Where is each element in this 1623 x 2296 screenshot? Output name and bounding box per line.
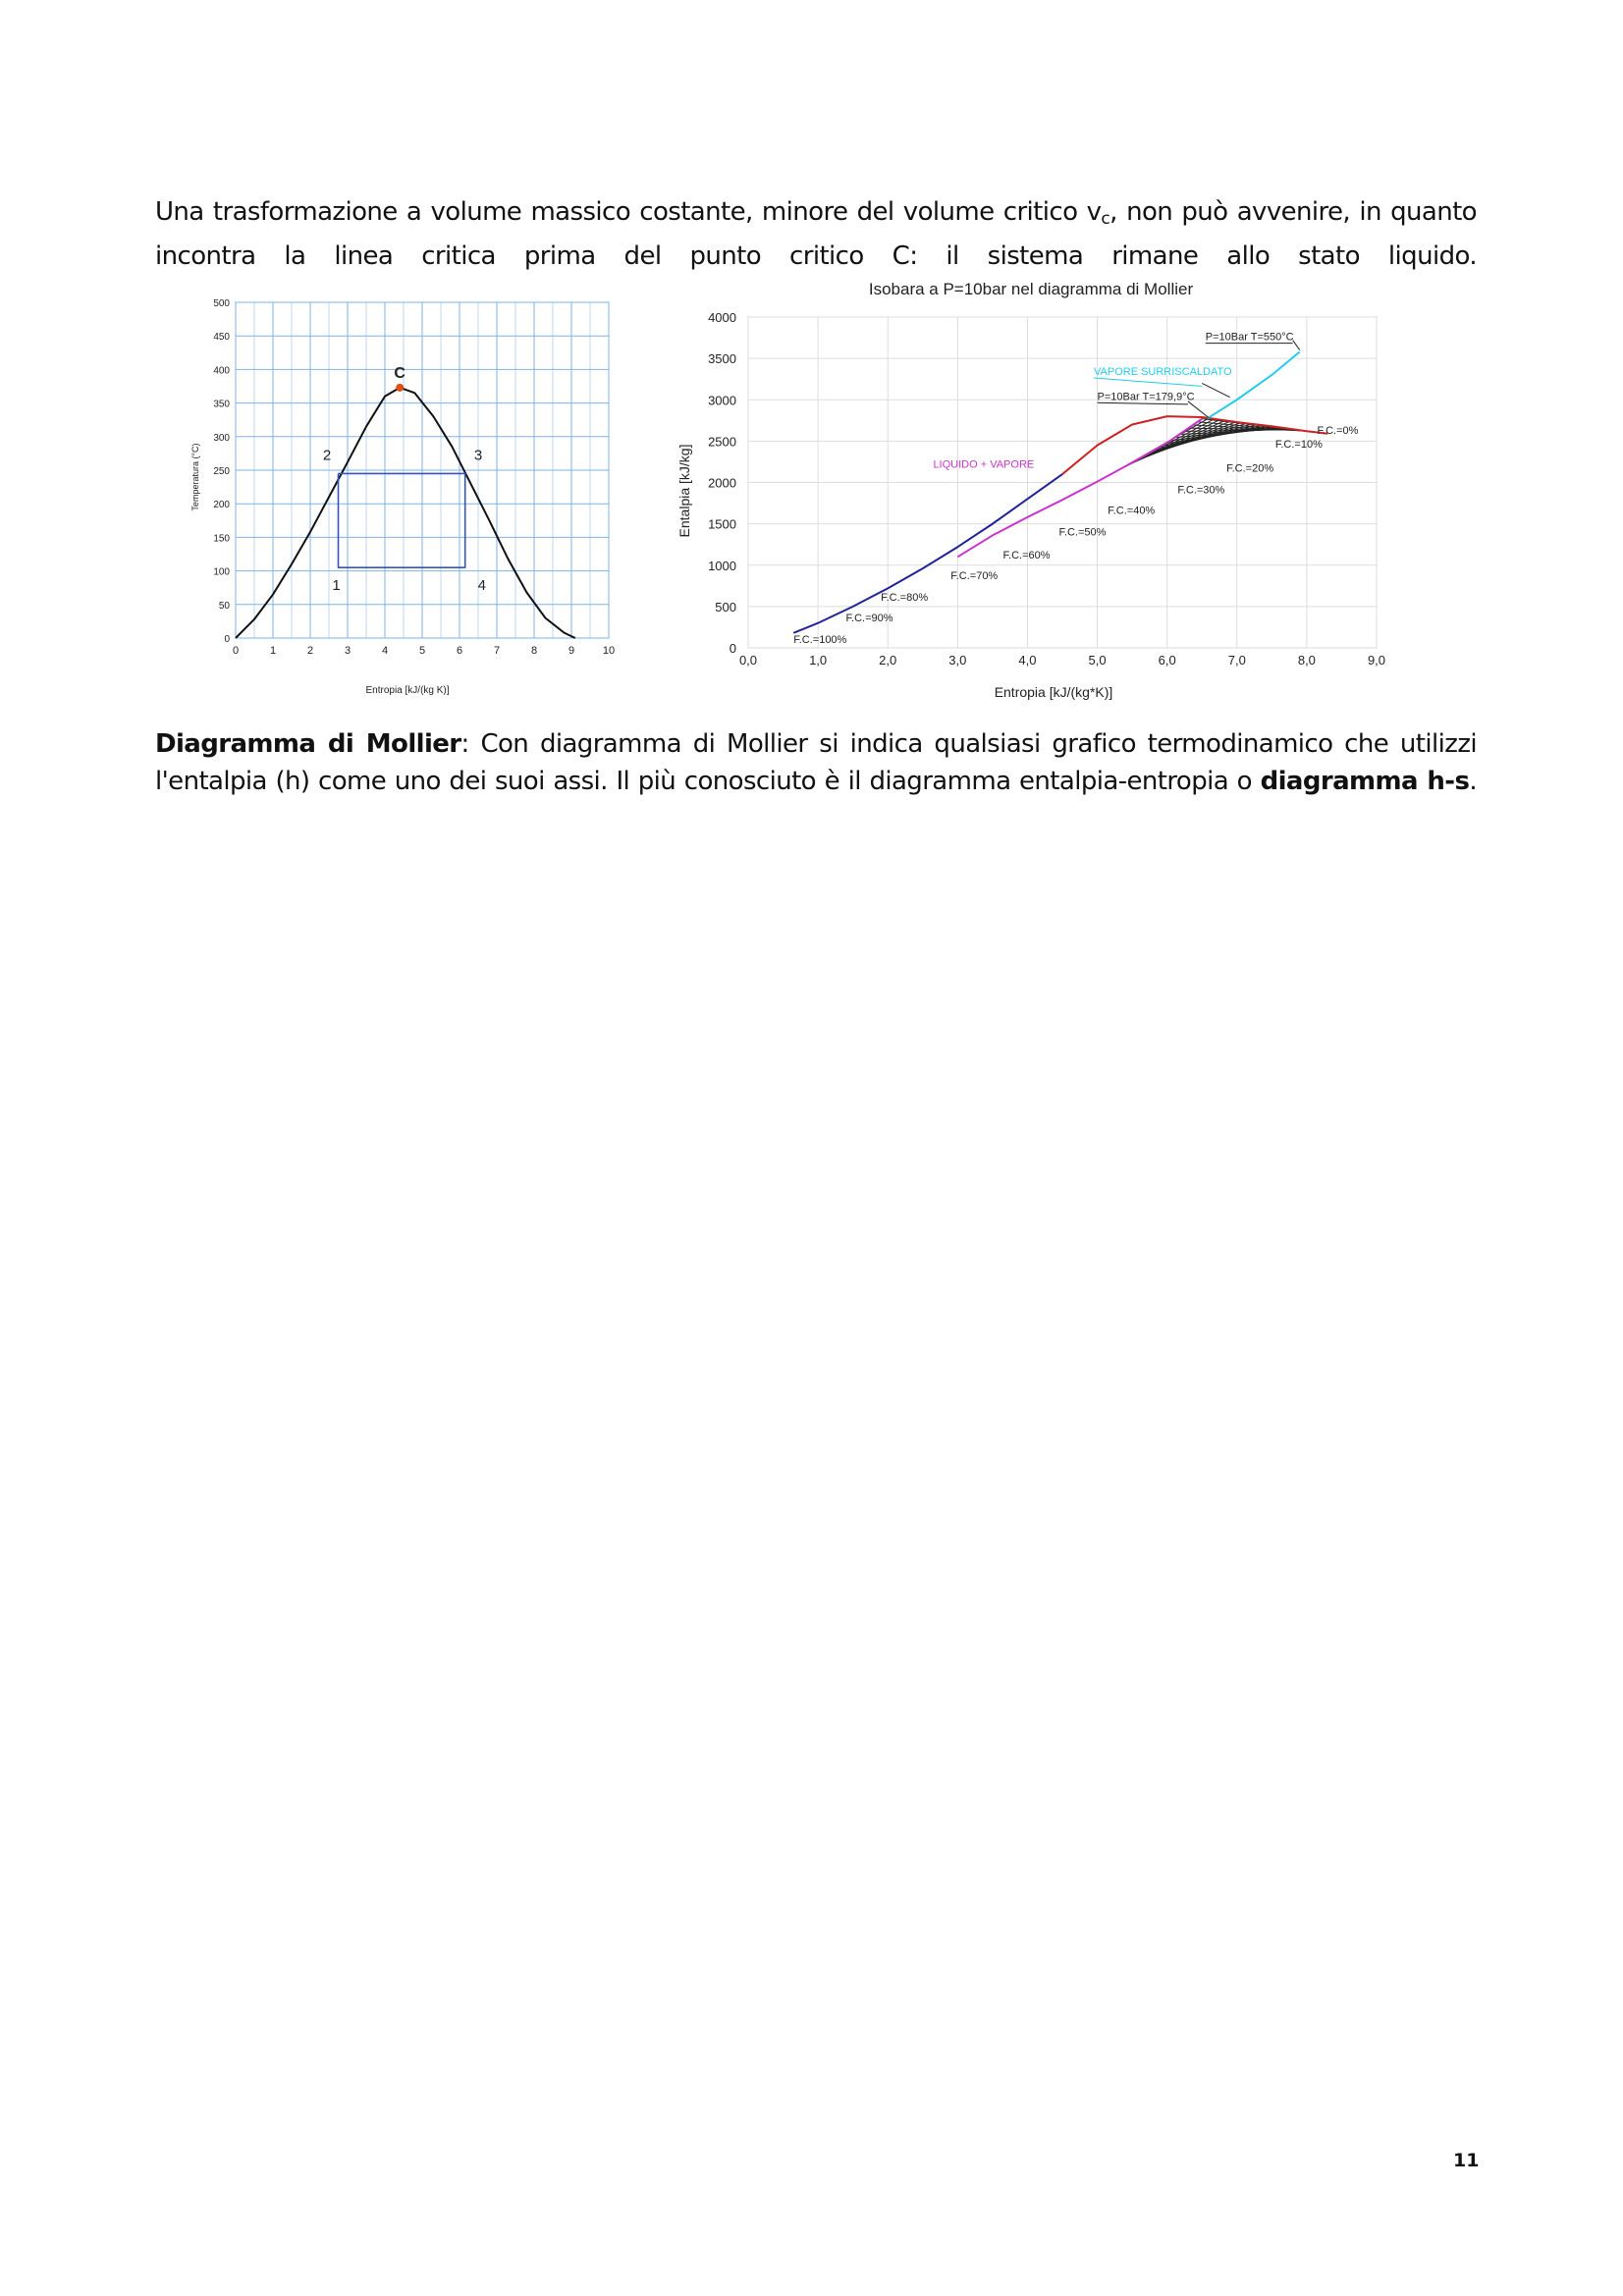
- mollier-x-tick-label: 8,0: [1297, 653, 1316, 667]
- p2-text-a: : Con diagramma di Mollier si indica qualsiasi grafico termodinamico che utilizzi l'entalpia (h) come uno dei suoi assi. Il più conosciuto è il diagramma entalpia-entropia o: [155, 729, 1477, 796]
- ts-x-tick-label: 1: [269, 645, 277, 657]
- mollier-annotation-label: VAPORE SURRISCALDATO: [1094, 365, 1232, 378]
- mollier-x-tick-label: 0,0: [738, 653, 758, 667]
- mollier-x-tick-label: 9,0: [1367, 653, 1386, 667]
- ts-y-tick-label: 500: [213, 298, 230, 309]
- mollier-y-tick-label: 1500: [708, 516, 736, 532]
- mollier-annotation-label: P=10Bar T=550°C: [1205, 331, 1294, 344]
- ts-y-tick-label: 450: [213, 332, 230, 344]
- mollier-annotation-label: P=10Bar T=179,9°C: [1097, 391, 1195, 403]
- ts-point-label: C: [394, 364, 406, 382]
- mollier-annotation-label: F.C.=90%: [845, 613, 893, 625]
- p1-text-a: Una trasformazione a volume massico costante, minore del volume critico v: [155, 197, 1102, 227]
- mollier-title: Isobara a P=10bar nel diagramma di Mollier: [868, 280, 1194, 298]
- mollier-annotation-label: F.C.=40%: [1108, 505, 1156, 517]
- mollier-y-tick-label: 2000: [708, 475, 736, 491]
- ts-y-tick-label: 350: [213, 399, 230, 410]
- ts-x-tick-label: 5: [418, 645, 426, 657]
- ts-x-tick-label: 0: [232, 645, 240, 657]
- mollier-y-tick-label: 500: [715, 599, 736, 614]
- mollier-y-tick-label: 3500: [708, 351, 736, 367]
- ts-point-label: 4: [477, 576, 486, 594]
- paragraph-volume-costante: [155, 193, 1477, 275]
- ts-y-tick-label: 0: [224, 634, 230, 645]
- mollier-x-tick-label: 3,0: [948, 653, 967, 667]
- ts-x-tick-label: 7: [493, 645, 501, 657]
- ts-y-tick-label: 100: [213, 566, 230, 578]
- ts-y-tick-label: 250: [213, 466, 230, 477]
- mollier-annotation-label: LIQUIDO + VAPORE: [933, 458, 1035, 471]
- mollier-x-axis-label: Entropia [kJ/(kg*K)]: [994, 684, 1113, 700]
- mollier-y-tick-label: 3000: [708, 393, 736, 408]
- mollier-annotation-label: F.C.=0%: [1317, 424, 1359, 437]
- mollier-annotation-label: F.C.=80%: [881, 591, 929, 604]
- ts-diagram: [177, 283, 628, 705]
- mollier-x-tick-label: 4,0: [1018, 653, 1037, 667]
- mollier-x-tick-label: 5,0: [1088, 653, 1107, 667]
- ts-point-label: 3: [473, 447, 483, 464]
- ts-x-tick-label: 10: [602, 645, 616, 657]
- mollier-annotation-label: F.C.=30%: [1177, 484, 1225, 497]
- ts-y-tick-label: 300: [213, 432, 230, 444]
- ts-y-tick-label: 50: [218, 600, 230, 612]
- p1-text-b: , non può avvenire, in quanto incontra la linea critica prima del punto critico C: il sistema rimane allo stato liquido.: [155, 197, 1477, 271]
- mollier-annotation-label: F.C.=50%: [1058, 526, 1107, 539]
- p2-term: Diagramma di Mollier: [155, 729, 461, 759]
- page-number: 11: [1453, 2150, 1480, 2171]
- mollier-annotation-label: F.C.=100%: [793, 633, 847, 646]
- mollier-x-tick-label: 1,0: [809, 653, 828, 667]
- ts-x-axis-label: Entropia [kJ/(kg K)]: [365, 685, 450, 696]
- mollier-y-tick-label: 2500: [708, 434, 736, 450]
- mollier-annotation-label: F.C.=70%: [950, 570, 999, 583]
- ts-critical-point: [396, 384, 404, 392]
- ts-x-tick-label: 4: [381, 645, 389, 657]
- ts-grid: [236, 302, 609, 638]
- mollier-y-axis-label: Entalpia [kJ/kg]: [676, 444, 692, 538]
- ts-y-tick-label: 150: [213, 533, 230, 545]
- ts-point-label: 2: [322, 447, 332, 464]
- p1-subscript: c: [1101, 209, 1110, 229]
- p2-term2: diagramma h-s: [1260, 767, 1470, 796]
- ts-x-tick-label: 6: [456, 645, 463, 657]
- ts-y-axis-label: Temperatura (°C): [190, 443, 200, 511]
- ts-y-tick-label: 400: [213, 365, 230, 377]
- mollier-annotation-label: F.C.=60%: [1002, 550, 1051, 562]
- mollier-y-tick-label: 0: [729, 641, 736, 656]
- ts-point-label: 1: [332, 576, 341, 594]
- mollier-x-tick-label: 2,0: [879, 653, 897, 667]
- paragraph-diagramma-mollier: [155, 725, 1477, 800]
- mollier-x-tick-label: 6,0: [1158, 653, 1176, 667]
- mollier-x-tick-label: 7,0: [1227, 653, 1246, 667]
- mollier-annotation-label: F.C.=20%: [1226, 462, 1274, 475]
- ts-x-tick-label: 9: [568, 645, 575, 657]
- ts-x-tick-label: 2: [306, 645, 314, 657]
- ts-x-tick-label: 8: [530, 645, 538, 657]
- mollier-diagram: [668, 273, 1394, 705]
- ts-y-tick-label: 200: [213, 500, 230, 511]
- mollier-y-tick-label: 4000: [708, 310, 736, 325]
- mollier-annotation-label: F.C.=10%: [1274, 439, 1323, 452]
- p2-text-b: .: [1469, 767, 1477, 796]
- mollier-y-tick-label: 1000: [708, 558, 736, 573]
- ts-x-tick-label: 3: [344, 645, 352, 657]
